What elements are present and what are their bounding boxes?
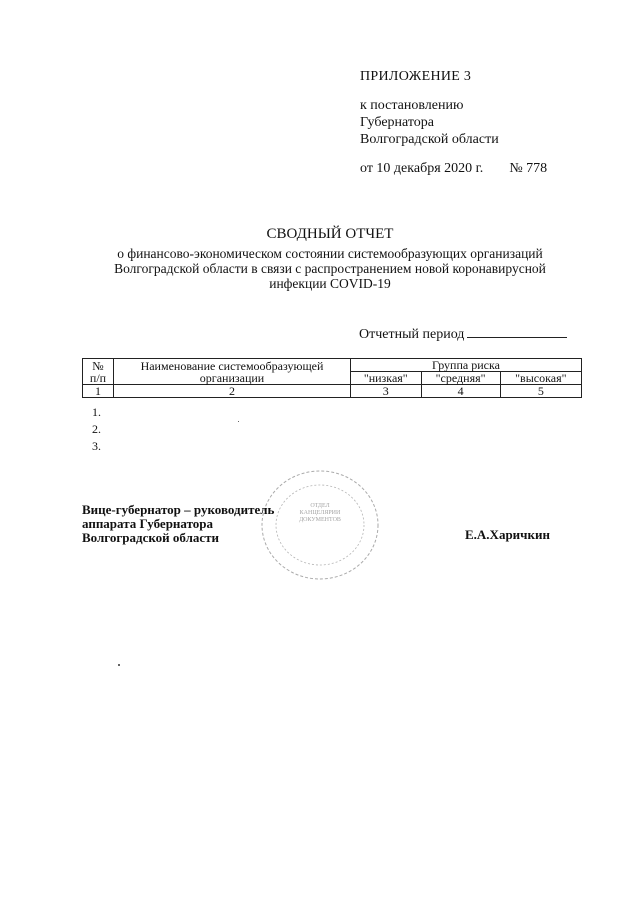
appendix-line-1: к постановлению	[360, 98, 464, 113]
table-row	[83, 385, 582, 398]
appendix-line-3: Волгоградской области	[360, 132, 499, 147]
report-table	[82, 358, 582, 398]
reporting-period-label: Отчетный период	[359, 327, 465, 342]
report-title: СВОДНЫЙ ОТЧЕТ	[266, 226, 394, 242]
appendix-date: от 10 декабря 2020 г.	[360, 161, 484, 176]
report-subtitle	[80, 246, 580, 291]
header-risk-low: "низкая"	[351, 372, 422, 385]
index-cell: 2	[114, 385, 351, 398]
index-cell: 5	[500, 385, 581, 398]
reporting-period-blank	[467, 325, 567, 338]
header-number: № п/п	[83, 359, 114, 385]
appendix-number: № 778	[509, 161, 548, 176]
list-item: 3.	[92, 439, 101, 453]
signature-block	[82, 503, 274, 545]
signature-position-line-1: Вице-губернатор – руководитель	[82, 502, 275, 517]
index-cell: 3	[351, 385, 422, 398]
header-risk-high: "высокая"	[500, 372, 581, 385]
index-cell: 1	[83, 385, 114, 398]
report-subtitle-line-3: инфекции COVID-19	[269, 276, 391, 291]
signature-position-line-2: аппарата Губернатора	[82, 516, 214, 531]
report-subtitle-line-2: Волгоградской области в связи с распространением новой коронавирусной	[114, 261, 546, 276]
speck	[118, 664, 120, 666]
appendix-title: ПРИЛОЖЕНИЕ 3	[360, 69, 472, 84]
signature-position-line-3: Волгоградской области	[82, 530, 220, 545]
reporting-period	[359, 325, 567, 343]
list-item: 2.	[92, 422, 101, 436]
appendix-line-2: Губернатора	[360, 115, 435, 130]
organization-list	[92, 404, 101, 455]
index-cell: 4	[421, 385, 500, 398]
list-item: 1.	[92, 405, 101, 419]
header-risk-medium: "средняя"	[421, 372, 500, 385]
report-subtitle-line-1: о финансово-экономическом состоянии системообразующих организаций	[117, 246, 543, 261]
appendix-block	[360, 68, 547, 177]
signatory-name: Е.А.Харичкин	[465, 527, 550, 542]
header-organization: Наименование системообразующей организации	[114, 359, 351, 385]
speck	[238, 421, 239, 422]
stamp-text: ОТДЕЛ КАНЦЕЛЯРИИ ДОКУМЕНТОВ	[299, 503, 341, 523]
header-risk-group: Группа риска	[351, 359, 582, 372]
